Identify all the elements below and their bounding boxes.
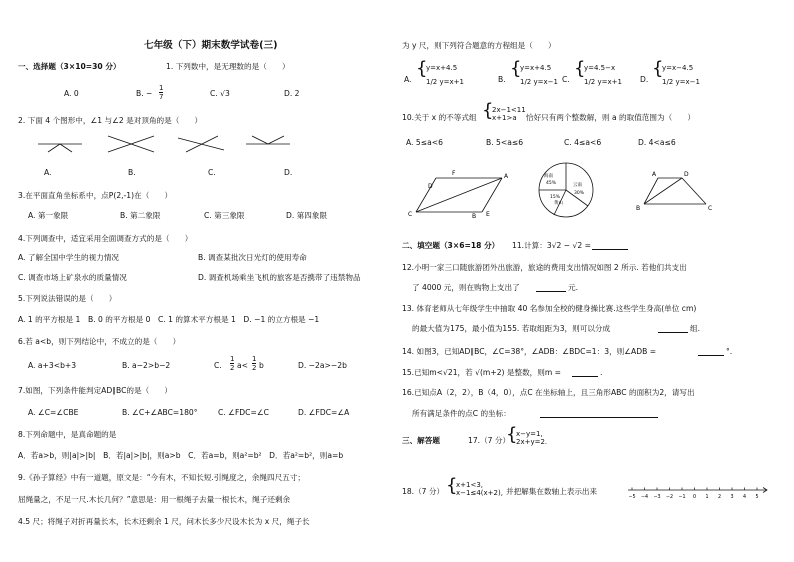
q2-opt-d: D. <box>284 168 293 177</box>
q17-text: 17.（7 分） <box>468 436 511 445</box>
number-line-tick-label: 0 <box>692 495 697 500</box>
q6-opt-c-frac2 <box>252 355 256 372</box>
q7-opt-b: B. ∠C+∠ABC=180° <box>122 408 198 417</box>
fraction-num: 1 <box>230 355 235 363</box>
q7-text: 7.如图，下列条件能判定AD∥BC的是（ ） <box>18 386 172 395</box>
q3-opt-d: D. 第四象限 <box>286 211 328 220</box>
inequality-line: x+1>a <box>492 114 517 122</box>
q9-line3: 4.5 尺；将绳子对折再量长木，长木还剩余 1 尺，问木长多少尺设木长为 x 尺，绳子长 <box>18 517 310 526</box>
label-d: D <box>428 183 433 190</box>
label-a: A <box>652 171 657 178</box>
q3-opt-c: C. 第三象限 <box>204 211 245 220</box>
equation-line: 1/2 y=x+1 <box>426 78 464 86</box>
q13-unit: 组. <box>690 324 701 333</box>
inequality-line: 2x−1<11 <box>492 106 526 114</box>
equation-line: 2x+y=2. <box>516 438 548 446</box>
q14-answer-blank[interactable] <box>698 349 724 356</box>
q11-answer-blank[interactable] <box>592 243 628 250</box>
equation-line: y=x+4.5 <box>426 64 458 72</box>
section-fill-heading: 二、填空题（3×6=18 分） <box>402 241 500 250</box>
fraction-num: 1 <box>252 355 257 363</box>
q4-opt-a: A. 了解全国中学生的视力情况 <box>18 253 120 262</box>
q6-opt-c-end: b <box>259 361 264 370</box>
q1-opt-a: A. 0 <box>64 89 79 98</box>
brace-icon: { <box>446 475 458 496</box>
q9-opt-a-system <box>426 64 464 86</box>
q2-opt-b: B. <box>128 168 136 177</box>
q12-line1: 12.小明一家三口随旅游团外出旅游，旅途的费用支出情况如图 2 所示. 若他们共支出 <box>402 263 687 272</box>
number-line-tick-label: −1 <box>678 495 686 500</box>
q9-opt-d: D. <box>640 75 649 84</box>
section-answer-heading: 三、解答题 <box>402 436 440 445</box>
q9-line2: 屈绳量之，不足一尺.木长几何？”意思是：用一根绳子去量一根长木，绳子还剩余 <box>18 495 291 504</box>
q7-opt-c: C. ∠FDC=∠C <box>218 408 269 417</box>
brace-icon: { <box>482 100 494 121</box>
number-line-tick-label: −5 <box>628 495 636 500</box>
equation-line: 1/2 y=x+1 <box>584 78 622 86</box>
q9-line1: 9.《孙子算经》中有一道题，原文是：“今有木，不知长短.引绳度之，余绳四尺五寸； <box>18 473 305 482</box>
q2-fig-a <box>38 144 82 152</box>
q6-opt-c-frac1 <box>230 355 234 372</box>
q2-opt-a: A. <box>44 168 52 177</box>
q2-figures <box>38 134 298 156</box>
pie-label-30: 30% <box>574 191 585 196</box>
q9-opt-a: A. <box>404 75 412 84</box>
label-d: D <box>684 171 689 178</box>
q12-unit: 元. <box>568 283 579 292</box>
q1-opt-b: B. − <box>136 89 153 98</box>
q1-opt-d: D. 2 <box>284 89 300 98</box>
number-line-tick-label: 1 <box>705 495 709 500</box>
q13-answer-blank[interactable] <box>658 326 688 333</box>
q16-answer-blank[interactable] <box>540 411 658 418</box>
q4-text: 4.下列调查中，适宜采用全面调查方式的是（ ） <box>18 234 193 243</box>
q2-opt-c: C. <box>208 168 216 177</box>
q11-text: 11.计算：3√2 − √2 = <box>512 241 591 250</box>
q6-text: 6.若 a<b，则下列结论中，不成立的是（ ） <box>18 337 181 346</box>
q3-opt-a: A. 第一象限 <box>28 211 69 220</box>
q1-opt-c: C. √3 <box>210 89 230 98</box>
brace-icon: { <box>510 58 522 79</box>
equation-line: y=x+4.5 <box>520 64 552 72</box>
q15-answer-blank[interactable] <box>572 370 598 377</box>
q4-opt-c: C. 调查市场上矿泉水的质量情况 <box>18 273 127 282</box>
q5-options: A. 1 的平方根是 1 B. 0 的平方根是 0 C. 1 的算术平方根是 1 D. −1 的立方根是 −1 <box>18 315 320 324</box>
q2-text: 2. 下面 4 个图形中，∠1 与∠2 是对顶角的是（ ） <box>18 116 203 125</box>
q13-line1: 13. 体育老师从七年级学生中抽取 40 名参加全校的健身操比赛.这些学生身高(单位 cm) <box>402 304 697 313</box>
page-title: 七年级（下）期末数学试卷(三) <box>144 40 278 51</box>
q8-text: 8.下列命题中，是真命题的是 <box>18 430 117 439</box>
label-b: B <box>636 205 641 212</box>
q3-opt-b: B. 第二象限 <box>120 211 161 220</box>
pie-label-hainan: 海南 <box>544 174 553 179</box>
equation-line: 1/2 y=x−1 <box>520 78 558 86</box>
q9-opt-d-system <box>662 64 700 86</box>
q8-options: A．若a>b，则|a|>|b| B．若|a|>|b|，则a>b C．若a=b，则a²=b² D．若a²=b²，则a=b <box>18 451 344 460</box>
pie-label-huangshan: 黄山 <box>554 201 563 206</box>
label-e: E <box>486 211 490 218</box>
q10-opt-b: B. 5<a≤6 <box>486 138 524 147</box>
q6-opt-c-mid: a< <box>237 361 249 370</box>
left-column <box>18 0 403 562</box>
q15-text: 15.已知m<√21，若 √(m+2) 是整数，则m = <box>402 368 562 377</box>
q13-line2: 的最大值为175，最小值为155. 若取组距为3，则可以分成 <box>412 324 611 333</box>
q14-unit: °. <box>726 347 733 356</box>
number-line-tick-label: −2 <box>665 495 674 500</box>
label-a: A <box>504 173 509 180</box>
label-b: B <box>472 213 477 220</box>
pie-label-45: 45% <box>546 181 557 186</box>
brace-icon: { <box>506 424 518 445</box>
fraction-den: 2 <box>252 364 257 372</box>
fraction-den: 2 <box>230 364 235 372</box>
equation-line: y=x−4.5 <box>662 64 694 72</box>
q7-opt-d: D. ∠FDC=∠A <box>298 408 350 417</box>
q2-fig-b <box>108 136 154 152</box>
figure-parallelogram <box>408 168 509 220</box>
equation-line: x−y=1, <box>516 430 543 438</box>
q18-text-pre: 18.（7 分） <box>402 487 445 496</box>
fraction-num: 1 <box>159 84 164 92</box>
q4-opt-d: D. 调查机场乘坐飞机的旅客是否携带了违禁物品 <box>198 273 361 282</box>
q15-unit: . <box>600 368 603 377</box>
brace-icon: { <box>416 58 428 79</box>
q1-opt-b-fraction <box>159 84 163 101</box>
q4-opt-b: B. 调查某批次日光灯的使用寿命 <box>198 253 307 262</box>
q6-opt-d: D. −2a>−2b <box>298 361 347 370</box>
q12-answer-blank[interactable] <box>536 285 566 292</box>
q2-fig-c <box>178 136 224 152</box>
q10-text-post: 恰好只有两个整数解，则 a 的取值范围为（ ） <box>526 113 695 122</box>
number-line <box>628 484 778 502</box>
q12-line2: 了 4000 元，则在购物上支出了 <box>412 283 520 292</box>
q7-opt-a: A. ∠C=∠CBE <box>28 408 79 417</box>
q9-opt-c: C. <box>562 75 570 84</box>
q5-text: 5.下列说法错误的是（ ） <box>18 294 117 303</box>
label-c: C <box>408 211 413 218</box>
brace-icon: { <box>574 58 586 79</box>
pie-label-yunnan: 云南 <box>573 183 582 188</box>
q6-opt-c: C. <box>214 361 222 370</box>
q14-text: 14. 如图3，已知AD∥BC，∠C=38°，∠ADB：∠BDC=1：3，则∠ADB = <box>402 347 657 356</box>
figure-pie <box>536 160 596 220</box>
figure-trapezoid <box>636 170 720 212</box>
q10-system <box>492 106 526 122</box>
q9-opt-c-system <box>584 64 622 86</box>
q16-line2: 所有满足条件的点C 的坐标： <box>412 409 511 418</box>
inequality-line: x−1≤4(x+2), <box>456 489 503 497</box>
equation-line: y=4.5−x <box>584 64 616 72</box>
q10-text-pre: 10.关于 x 的不等式组 <box>402 113 477 122</box>
number-line-tick-label: 5 <box>755 495 759 500</box>
q10-opt-d: D. 4<a≤6 <box>638 138 676 147</box>
q9-line4: 为 y 尺，则下列符合题意的方程组是（ ） <box>402 41 556 50</box>
q18-system <box>456 481 503 497</box>
brace-icon: { <box>652 58 664 79</box>
number-line-tick-label: −4 <box>640 495 649 500</box>
q9-opt-b-system <box>520 64 558 86</box>
q3-text: 3.在平面直角坐标系中，点P(2,-1)在（ ） <box>18 191 173 200</box>
q6-opt-b: B. a−2>b−2 <box>122 361 171 370</box>
q9-opt-b: B. <box>498 75 506 84</box>
number-line-tick-label: 3 <box>730 495 734 500</box>
right-column <box>402 0 787 562</box>
q10-opt-c: C. 4≤a<6 <box>564 138 602 147</box>
q18-text-post: 并把解集在数轴上表示出来 <box>506 487 598 496</box>
q10-opt-a: A. 5≤a<6 <box>406 138 443 147</box>
number-line-tick-label: −3 <box>653 495 661 500</box>
q17-system <box>516 430 547 446</box>
q1-text: 1. 下列数中，是无理数的是（ ） <box>166 62 290 71</box>
q6-opt-a: A. a+3<b+3 <box>28 361 77 370</box>
number-line-tick-label: 2 <box>717 495 722 500</box>
inequality-line: x+1<3, <box>456 481 484 489</box>
label-c: C <box>708 205 713 212</box>
fraction-den: 7 <box>159 93 164 101</box>
equation-line: 1/2 y=x−1 <box>662 78 700 86</box>
section-choice-heading: 一、选择题（3×10=30 分） <box>18 62 121 71</box>
q2-fig-d <box>246 136 290 144</box>
number-line-tick-label: 4 <box>742 495 747 500</box>
label-f: F <box>452 170 456 177</box>
pie-label-15: 15% <box>550 195 561 200</box>
q16-line1: 16.已知点A（2，2），B（4，0），点C 在坐标轴上，且三角形ABC 的面积为2，请写出 <box>402 388 695 397</box>
